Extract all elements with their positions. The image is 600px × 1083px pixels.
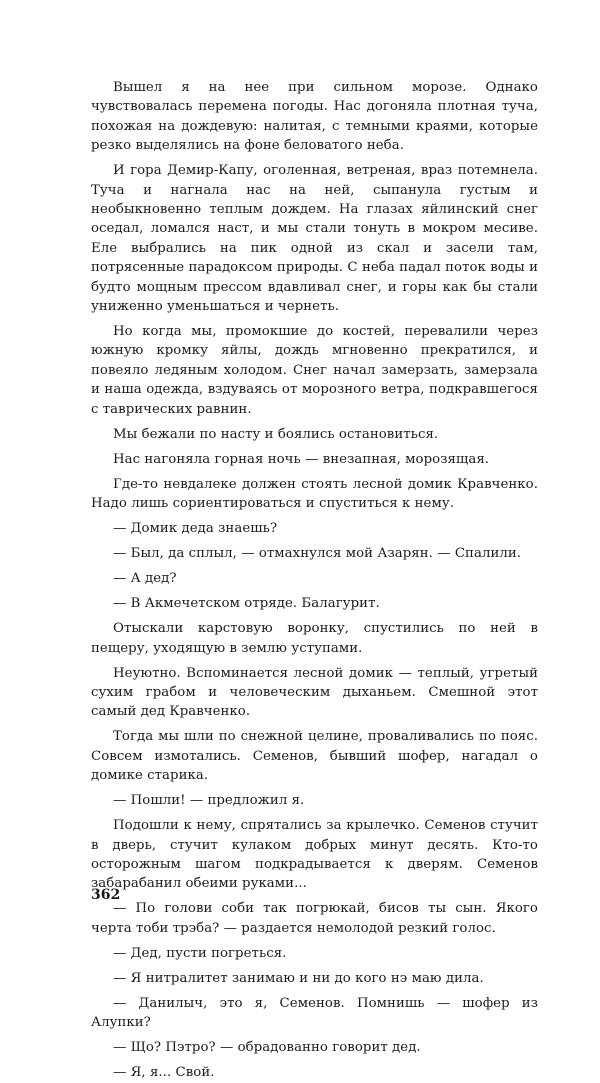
paragraph: Отыскали карстовую воронку, спустились по ней в пещеру, уходящую в землю уступами. <box>91 621 538 656</box>
dialogue-line: — Що? Пэтро? — обрадованно говорит дед. <box>113 1040 421 1056</box>
paragraph: Где-то невдалеке должен стоять лесной домик Кравченко. Надо лишь сориентироваться и спуститься к нему. <box>91 476 538 512</box>
page-number: 362 <box>91 887 121 903</box>
dialogue-line: — Домик деда знаешь? <box>113 521 278 537</box>
dialogue-line: — Пошли! — предложил я. <box>113 793 305 809</box>
body-text <box>91 78 538 1083</box>
paragraph: И гора Демир-Капу, оголенная, ветреная, враз потемнела. Туча и нагнала нас на ней, сыпанула густым и необыкновенно теплым дождем. На глазах яйлинский снег оседал, ломался наст, и мы стали тонуть в мокром месиве. Еле выбрались на пик одной из скал и засели там, потрясенные парадоксом природы. С неба падал поток воды и будто мощным прессом вдавливал снег, и горы как бы стали униженно уменьшаться и чернеть. <box>91 163 538 315</box>
paragraph: Неуютно. Вспоминается лесной домик — теплый, угретый сухим грабом и человеческим дыханьем. Смешной этот самый дед Кравченко. <box>91 665 538 720</box>
dialogue-line: — По голови соби так погрюкай, бисов ты сын. Якого черта тоби трэба? — раздается немолодой резкий голос. <box>91 901 538 936</box>
dialogue-line: — А дед? <box>113 571 177 587</box>
paragraph: Мы бежали по насту и боялись остановиться. <box>113 426 439 442</box>
paragraph: Подошли к нему, спрятались за крылечко. Семенов стучит в дверь, стучит кулаком добрых минут десять. Кто-то осторожным шагом подкрадывается к дверям. Семенов забарабанил обеими руками... <box>91 818 538 892</box>
dialogue-line: — Был, да сплыл, — отмахнулся мой Азарян. — Спалили. <box>113 546 522 562</box>
paragraph: Нас нагоняла горная ночь — внезапная, морозящая. <box>113 451 490 467</box>
paragraph: Вышел я на нее при сильном морозе. Однако чувствовалась перемена погоды. Нас догоняла плотная туча, похожая на дождевую: налитая, с темными краями, которые резко выделялись на фоне беловатого неба. <box>91 80 538 154</box>
dialogue-line: — Дед, пусти погреться. <box>113 945 287 961</box>
dialogue-line: — В Акмечетском отряде. Балагурит. <box>113 596 380 612</box>
paragraph: Тогда мы шли по снежной целине, проваливались по пояс. Совсем измотались. Семенов, бывший шофер, нагадал о домике старика. <box>91 729 538 784</box>
dialogue-line: — Данилыч, это я, Семенов. Помнишь — шофер из Алупки? <box>91 995 538 1031</box>
dialogue-line: — Я, я... Свой. <box>113 1065 215 1081</box>
paragraph: Но когда мы, промокшие до костей, перевалили через южную кромку яйлы, дождь мгновенно прекратился, и повеяло ледяным холодом. Снег начал замерзать, замерзала и наша одежда, вздуваясь от морозного ветра, подкравшегося с таврических равнин. <box>91 324 538 417</box>
dialogue-line: — Я нитралитет занимаю и ни до кого нэ маю дила. <box>113 970 484 986</box>
